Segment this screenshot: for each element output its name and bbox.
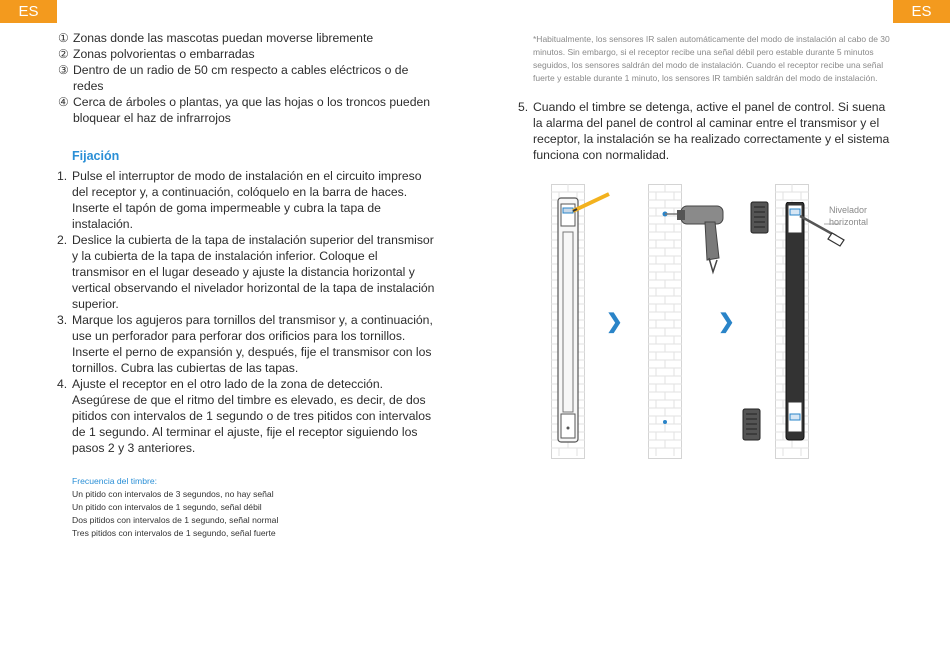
step-number: 1. xyxy=(57,169,68,183)
mounted-transmitter-with-screwdriver xyxy=(780,202,860,442)
zone-number: ① xyxy=(58,31,69,45)
step-text: Pulse el interruptor de modo de instalación en el circuito impreso del receptor y, a continuación, colóquelo en la barra de haces. Inserte el tapón de goma impermeable y cubra la tapa de instalación. xyxy=(72,169,422,231)
level-label-line: horizontal xyxy=(829,217,869,227)
step-number: 2. xyxy=(57,233,68,247)
step-item xyxy=(518,99,893,163)
zone-item xyxy=(57,62,437,94)
bell-frequency-line: Tres pitidos con intervalos de 1 segundo, señal fuerte xyxy=(72,528,276,538)
bell-frequency-line: Un pitido con intervalos de 1 segundo, señal débil xyxy=(72,502,262,512)
section-title-fixing: Fijación xyxy=(72,149,120,163)
left-column xyxy=(57,30,437,540)
top-cover-part xyxy=(750,201,770,235)
step-number: 3. xyxy=(57,313,68,327)
power-drill-icon xyxy=(657,198,742,278)
level-label-line: Nivelador xyxy=(829,205,868,215)
zone-text: Zonas donde las mascotas puedan moverse libremente xyxy=(73,31,374,45)
bottom-cover-part xyxy=(742,408,762,442)
step-item xyxy=(57,232,437,312)
step-item xyxy=(57,376,437,456)
step-number: 5. xyxy=(518,100,529,114)
zone-text: Zonas polvorientas o embarradas xyxy=(73,47,255,61)
step-item xyxy=(57,312,437,376)
language-tab-right: ES xyxy=(893,0,950,23)
zone-number: ② xyxy=(58,47,69,61)
bell-frequency-line: Un pitido con intervalos de 3 segundos, no hay señal xyxy=(72,489,274,499)
step-text: Marque los agujeros para tornillos del transmisor y, a continuación, use un perforador para perforar dos orificios para los tornillos. Inserte el perno de expansión y, después, fije el transmisor con los tornillos. Cubra las cubiertas de las tapas. xyxy=(72,313,433,375)
zone-number: ④ xyxy=(58,95,69,109)
zone-text: Cerca de árboles o plantas, ya que las hojas o los troncos pueden bloquear el haz de infrarrojos xyxy=(73,95,431,125)
zone-number: ③ xyxy=(58,63,69,77)
zone-text: Dentro de un radio de 50 cm respecto a cables eléctricos o de redes xyxy=(73,63,409,93)
step-number: 4. xyxy=(57,377,68,391)
step-item xyxy=(57,168,437,232)
step-text: Ajuste el receptor en el otro lado de la zona de detección. Asegúrese de que el ritmo del timbre es elevado, es decir, de dos pitidos con intervalos de 1 segundo o de tres pitidos con intervalos de 1 segundo. Al terminar el ajuste, fije el receptor siguiendo los pasos 2 y 3 anteriores. xyxy=(72,377,432,455)
zone-item xyxy=(57,46,437,62)
next-step-arrow-icon: ❯ xyxy=(606,311,623,333)
zone-item xyxy=(57,94,437,126)
fixing-steps xyxy=(57,168,437,456)
right-column xyxy=(518,33,893,163)
zone-list xyxy=(57,30,437,126)
bell-frequency-line: Dos pitidos con intervalos de 1 segundo, señal normal xyxy=(72,515,279,525)
drill-hole-mark xyxy=(662,419,670,427)
next-step-arrow-icon: ❯ xyxy=(718,311,735,333)
installation-illustration xyxy=(545,184,885,464)
installation-mode-note: *Habitualmente, los sensores IR salen automáticamente del modo de instalación al cabo de 30 minutos. Sin embargo, si el receptor recibe una señal débil pero estable durante 5 minutos seguidos, los sensores saldrán del modo de instalación. Cuando el receptor recibe una señal fuerte y estable durante 1 minuto, los sensores IR también saldrán del modo de instalación. xyxy=(533,34,890,83)
bell-frequency-title: Frecuencia del timbre: xyxy=(72,476,158,486)
step-text: Deslice la cubierta de la tapa de instalación superior del transmisor y la cubierta de la tapa de instalación inferior. Coloque el transmisor en el lugar deseado y ajuste la distancia horizontal y vertical observando el nivelador horizontal de la tapa de instalación superior. xyxy=(72,233,435,311)
zone-item xyxy=(57,30,437,46)
bell-frequency-block xyxy=(72,475,437,540)
language-tab-left: ES xyxy=(0,0,57,23)
level-callout-label xyxy=(829,204,868,228)
step-text: Cuando el timbre se detenga, active el panel de control. Si suena la alarma del panel de control al caminar entre el transmisor y el receptor, la instalación se ha realizado correctamente y el sistema funciona con normalidad. xyxy=(533,100,890,162)
